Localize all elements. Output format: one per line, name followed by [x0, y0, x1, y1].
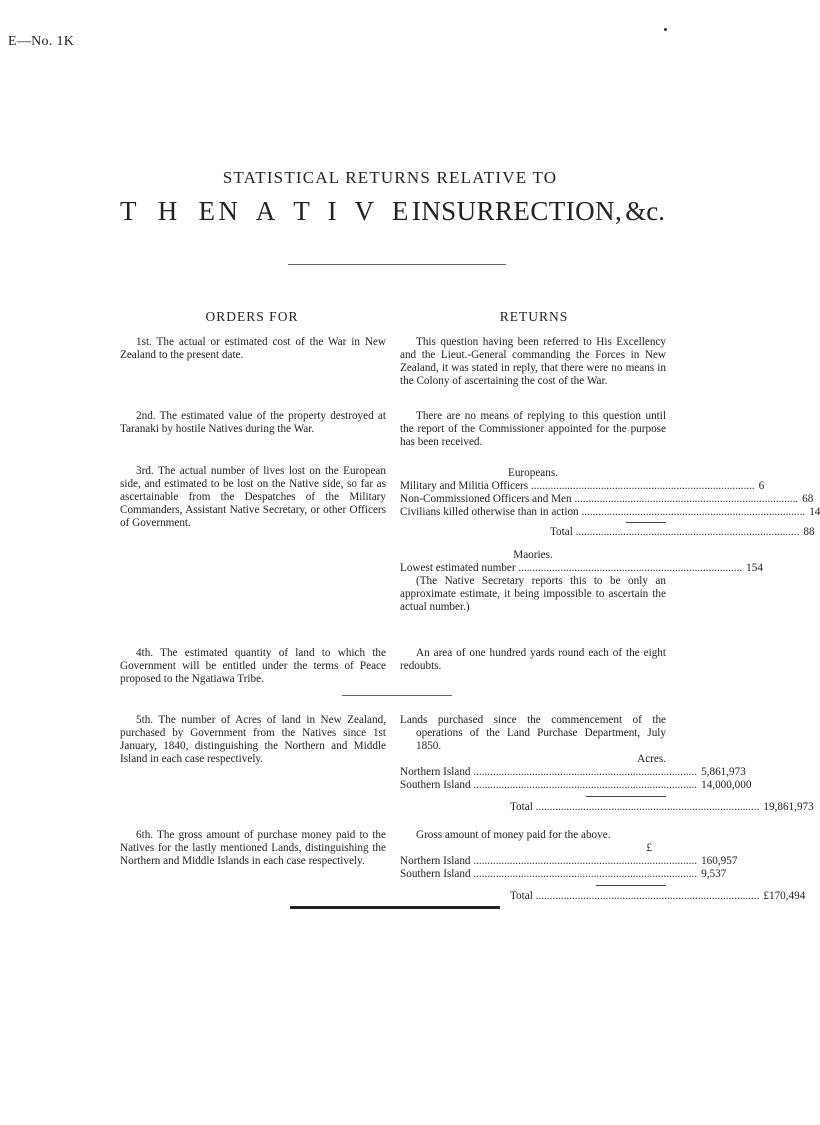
document-reference: E—No. 1K [8, 34, 75, 49]
island-label: Southern Island ................................................................................ [400, 779, 698, 791]
casualty-total-row [400, 526, 815, 539]
title-letter: T [548, 196, 566, 226]
acres-unit: Acres. [637, 753, 666, 765]
orders-heading: ORDERS FOR [205, 309, 299, 324]
return-4: An area of one hundred yards round each of the eight redoubts. [400, 647, 666, 672]
land-purchase-intro: Lands purchased since the commencement of the operations of the Land Purchase Department, July 1850. [400, 714, 666, 752]
return-1: This question having been referred to His Excellency and the Lieut.-General commanding the Forces in New Zealand, it was stated in reply, that there were no means in the Colony of ascertaining the cost of the War. [400, 336, 666, 387]
payment-row [400, 855, 738, 868]
total-value: 19,861,973 [763, 801, 814, 813]
title-letter: A [255, 196, 276, 226]
payment-value: 9,537 [701, 868, 727, 880]
acreage-total-row [400, 801, 814, 814]
money-intro: Gross amount of money paid for the above. [416, 829, 611, 841]
title-letter: E [198, 196, 215, 226]
return-3 [400, 467, 820, 614]
total-value: 88 [803, 526, 815, 538]
title-letter: S [441, 196, 457, 226]
title-letter: I [565, 196, 575, 226]
maori-estimate-row [400, 562, 763, 575]
estimate-value: 154 [746, 562, 763, 574]
return-6 [400, 829, 806, 903]
title-letter: R [494, 196, 513, 226]
casualty-label: Non-Commissioned Officers and Men ................................................................................ [400, 493, 799, 505]
title-letter: U [456, 196, 477, 226]
title-letter: I [411, 196, 421, 226]
payment-value: 160,957 [701, 855, 738, 867]
total-label: Total ................................................................................ [510, 890, 760, 902]
casualty-value: 6 [758, 480, 765, 492]
order-4: 4th. The estimated quantity of land to which the Government will be entitled under the terms of Peace proposed to the Ngatiawa Tribe. [120, 647, 386, 685]
title-letter: H [157, 196, 178, 226]
island-label: Southern Island ................................................................................ [400, 868, 698, 880]
order-3: 3rd. The actual number of lives lost on the European side, and estimated to be lost on the Native side, so far as ascertainable from the Despatches of the Military Commanders, Assistant Native Secretary, or other Officers of Government. [120, 465, 386, 529]
returns-heading: RETURNS [499, 309, 569, 324]
casualty-value: 14 [809, 506, 820, 518]
casualty-value: 68 [802, 493, 814, 505]
margin-mark [664, 28, 667, 31]
title-letter: T [120, 196, 137, 226]
title-letter: I [327, 196, 337, 226]
closing-rule [290, 906, 500, 909]
title-line-1: STATISTICAL RETURNS RELATIVE TO [222, 168, 558, 187]
order-5: 5th. The number of Acres of land in New Zealand, purchased by Government from the Natives since 1st January, 1840, distinguishing the Northern and Middle Island in each case respectively. [120, 714, 386, 765]
total-label: Total ................................................................................ [510, 801, 760, 813]
total-label: Total ................................................................................ [550, 526, 800, 538]
title-letter: N [421, 196, 441, 226]
title-letter: E [513, 196, 530, 226]
estimate-label: Lowest estimated number ................................................................................ [400, 562, 743, 574]
casualty-row [400, 480, 765, 493]
return-2: There are no means of replying to this question until the report of the Commissioner appointed for the purpose has been received. [400, 410, 666, 448]
order-2: 2nd. The estimated value of the property destroyed at Taranaki by hostile Natives during the War. [120, 410, 386, 435]
payment-row [400, 868, 727, 881]
acreage-row [400, 779, 752, 792]
payment-total-row [400, 890, 806, 903]
order-1: 1st. The actual or estimated cost of the War in New Zealand to the present date. [120, 336, 386, 361]
total-rule [596, 885, 666, 886]
casualty-label: Military and Militia Officers ................................................................................ [400, 480, 755, 492]
acreage-row [400, 766, 746, 779]
return-5 [400, 714, 814, 814]
title-line-2 [120, 196, 665, 227]
title-letter: E [391, 196, 409, 226]
europeans-heading: Europeans. [507, 467, 559, 479]
title-word-native [218, 196, 408, 227]
title-letter: O [575, 196, 595, 226]
title-letter: , [614, 196, 622, 226]
title-divider [288, 264, 506, 265]
order-6: 6th. The gross amount of purchase money paid to the Natives for the lastly mentioned Lands, distinguishing the Northern and Middle Islands in each case respectively. [120, 829, 386, 867]
total-rule [586, 796, 666, 797]
total-rule [626, 522, 666, 523]
pounds-unit: £ [646, 842, 652, 854]
island-label: Northern Island ................................................................................ [400, 766, 698, 778]
casualty-row [400, 506, 820, 519]
title-word-the [120, 196, 215, 227]
title-letter: N [595, 196, 615, 226]
title-letter: T [293, 196, 310, 226]
title-letter: C [530, 196, 549, 226]
total-value: £170,494 [763, 890, 806, 902]
title-letter: N [218, 196, 238, 226]
island-label: Northern Island ................................................................................ [400, 855, 698, 867]
title-word-insurrection [412, 196, 622, 227]
title-letter: R [476, 196, 495, 226]
casualty-label: Civilians killed otherwise than in action ................................................................................ [400, 506, 806, 518]
title-suffix: &c. [625, 196, 665, 226]
acreage-value: 5,861,973 [701, 766, 746, 778]
section-divider [342, 695, 452, 696]
maories-heading: Maories. [513, 549, 553, 561]
native-secretary-note: (The Native Secretary reports this to be only an approximate estimate, it being impossible to ascertain the actual number.) [400, 575, 666, 613]
title-letter: V [354, 196, 374, 226]
casualty-row [400, 493, 814, 506]
acreage-value: 14,000,000 [701, 779, 752, 791]
